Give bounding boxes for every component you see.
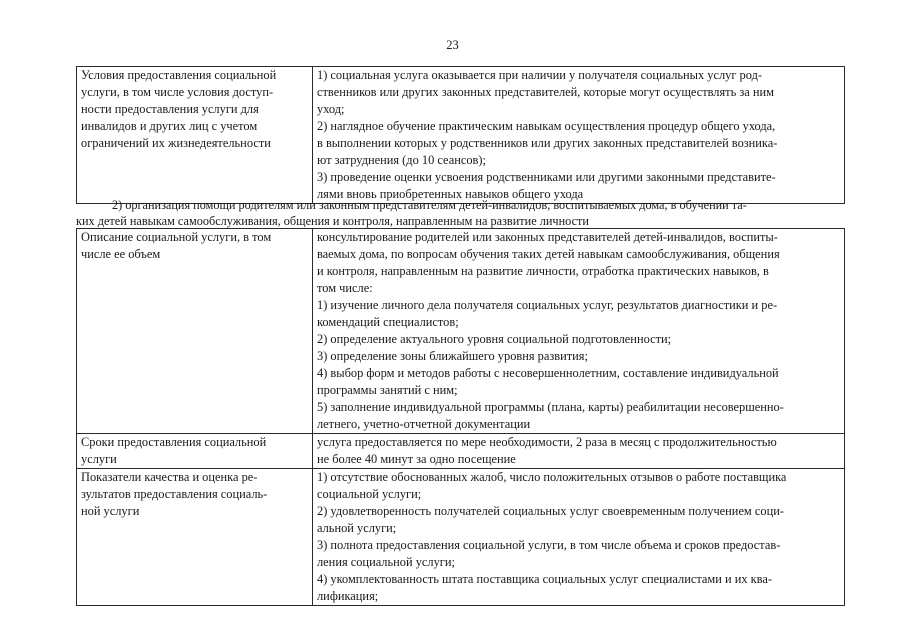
value-line: не более 40 минут за одно посещение xyxy=(317,452,516,466)
label-line: ности предоставления услуги для xyxy=(81,102,259,116)
value-line: программы занятий с ним; xyxy=(317,383,458,397)
value-line: консультирование родителей или законных представителей детей-инвалидов, воспиты- xyxy=(317,230,778,244)
label-line: Условия предоставления социальной xyxy=(81,68,277,82)
label-line: услуги, в том числе условия доступ- xyxy=(81,85,274,99)
table-row xyxy=(77,469,845,606)
section-heading-line: 2) организация помощи родителям или законным представителям детей-инвалидов, воспитываемых дома, в обучении та- xyxy=(112,198,747,212)
section-heading xyxy=(76,197,845,229)
row-value-description xyxy=(313,229,845,434)
row-label-quality xyxy=(77,469,313,606)
value-line: 2) определение актуального уровня социальной подготовленности; xyxy=(317,332,672,346)
page-number: 23 xyxy=(446,38,459,52)
row-value-terms xyxy=(313,434,845,469)
row-value-quality xyxy=(313,469,845,606)
label-line: Показатели качества и оценка ре- xyxy=(81,470,258,484)
value-line: в выполнении которых у родственников или других законных представителей возника- xyxy=(317,136,778,150)
value-line: ют затруднения (до 10 сеансов); xyxy=(317,153,486,167)
value-line: социальной услуги; xyxy=(317,487,422,501)
row-label-conditions xyxy=(77,67,313,204)
row-label-description xyxy=(77,229,313,434)
value-line: уход; xyxy=(317,102,345,116)
value-line: том числе: xyxy=(317,281,373,295)
value-line: 3) определение зоны ближайшего уровня развития; xyxy=(317,349,588,363)
value-line: 5) заполнение индивидуальной программы (плана, карты) реабилитации несовершенно- xyxy=(317,400,784,414)
label-line: Сроки предоставления социальной xyxy=(81,435,267,449)
value-line: летнего, учетно-отчетной документации xyxy=(317,417,531,431)
label-line: Описание социальной услуги, в том xyxy=(81,230,272,244)
section-heading-line: ких детей навыкам самообслуживания, общения и контроля, направленным на развитие личности xyxy=(76,214,589,228)
value-line: 2) наглядное обучение практическим навыкам осуществления процедур общего ухода, xyxy=(317,119,776,133)
value-line: 3) полнота предоставления социальной услуги, в том числе объема и сроков предостав- xyxy=(317,538,781,552)
label-line: ограничений их жизнедеятельности xyxy=(81,136,271,150)
table-row xyxy=(77,434,845,469)
value-line: 4) выбор форм и методов работы с несовершеннолетним, составление индивидуальной xyxy=(317,366,779,380)
value-line: и контроля, направленным на развитие личности, отработка практических навыков, в xyxy=(317,264,769,278)
value-line: 1) отсутствие обоснованных жалоб, число положительных отзывов о работе поставщика xyxy=(317,470,787,484)
value-line: ственников или других законных представителей, которые могут осуществлять за ним xyxy=(317,85,774,99)
label-line: инвалидов и других лиц с учетом xyxy=(81,119,258,133)
label-line: зультатов предоставления социаль- xyxy=(81,487,268,501)
conditions-table xyxy=(76,66,845,204)
value-line: 1) социальная услуга оказывается при наличии у получателя социальных услуг род- xyxy=(317,68,762,82)
value-line: 4) укомплектованность штата поставщика социальных услуг специалистами и их ква- xyxy=(317,572,772,586)
value-line: лификация; xyxy=(317,589,379,603)
value-line: ления социальной услуги; xyxy=(317,555,455,569)
value-line: комендаций специалистов; xyxy=(317,315,459,329)
label-line: услуги xyxy=(81,452,117,466)
value-line: 3) проведение оценки усвоения родственниками или другими законными представите- xyxy=(317,170,776,184)
table-row xyxy=(77,229,845,434)
row-label-terms xyxy=(77,434,313,469)
service-table xyxy=(76,228,845,606)
label-line: ной услуги xyxy=(81,504,140,518)
value-line: 2) удовлетворенность получателей социальных услуг своевременным получением соци- xyxy=(317,504,784,518)
value-line: услуга предоставляется по мере необходимости, 2 раза в месяц с продолжительностью xyxy=(317,435,777,449)
value-line: альной услуги; xyxy=(317,521,397,535)
value-line: 1) изучение личного дела получателя социальных услуг, результатов диагностики и ре- xyxy=(317,298,778,312)
row-value-conditions xyxy=(313,67,845,204)
value-line: ваемых дома, по вопросам обучения таких детей навыкам самообслуживания, общения xyxy=(317,247,780,261)
label-line: числе ее объем xyxy=(81,247,161,261)
value-line: лями вновь приобретенных навыков общего ухода xyxy=(317,187,584,201)
table-row xyxy=(77,67,845,204)
